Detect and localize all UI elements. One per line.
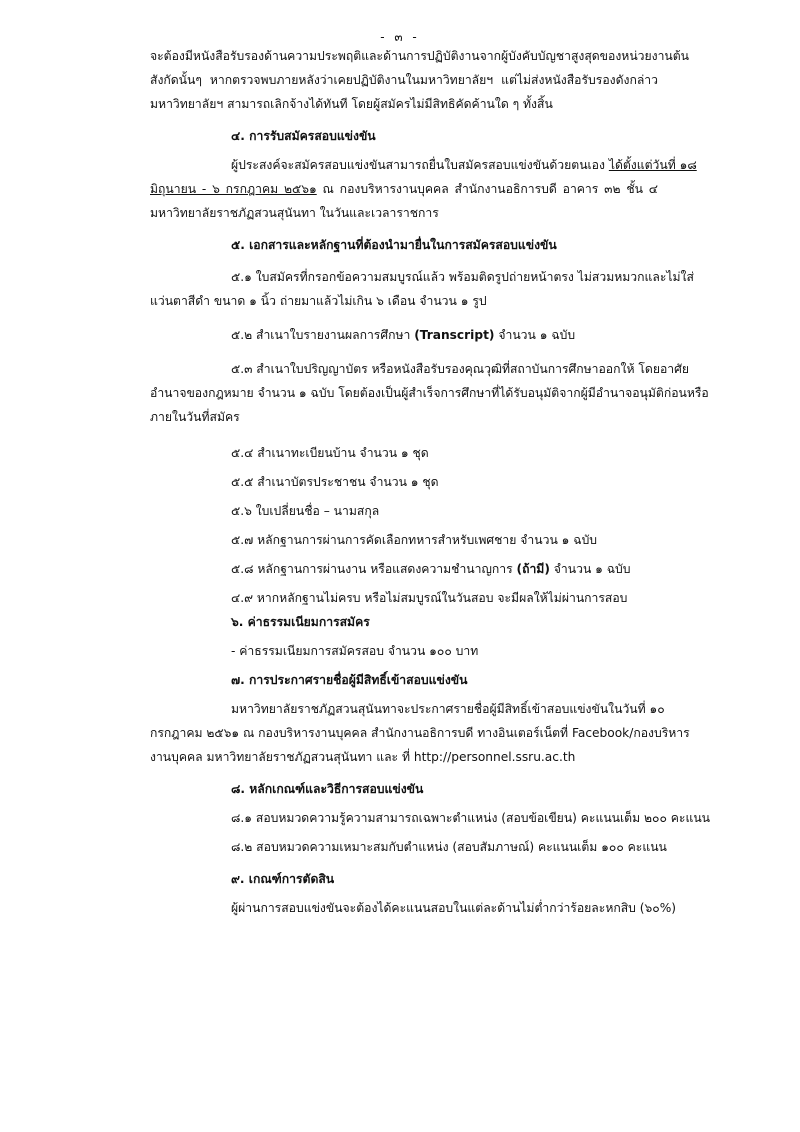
section-8-heading: ๘. หลักเกณฑ์และวิธีการสอบแข่งขัน (231, 782, 424, 796)
section-5-item-4: ๕.๔ สำเนาทะเบียนบ้าน จำนวน ๑ ชุด (231, 446, 429, 460)
section-5-item-1-line-1: ๕.๑ ใบสมัครที่กรอกข้อความสมบูรณ์แล้ว พร้อมติดรูปถ่ายหน้าตรง ไม่สวมหมวกและไม่ใส่ (231, 270, 694, 284)
section-5-item-8-count: จำนวน ๑ ฉบับ (549, 562, 631, 576)
section-7-line-3: งานบุคคล มหาวิทยาลัยราชภัฏสวนสุนันทา และ ที่ http://personnel.ssru.ac.th (150, 750, 576, 764)
section-8-item-1: ๘.๑ สอบหมวดความรู้ความสามารถเฉพาะตำแหน่ง (สอบข้อเขียน) คะแนนเต็ม ๒๐๐ คะแนน (231, 811, 710, 825)
intro-line-3: มหาวิทยาลัยฯ สามารถเลิกจ้างได้ทันที โดยผู้สมัครไม่มีสิทธิคัดค้านใด ๆ ทั้งสิ้น (150, 97, 553, 111)
section-9-heading: ๙. เกณฑ์การตัดสิน (231, 872, 335, 886)
section-5-item-2-text: ๕.๒ สำเนาใบรายงานผลการศึกษา (231, 328, 415, 342)
section-5-item-2 (150, 323, 658, 347)
section-4-heading: ๔. การรับสมัครสอบแข่งขัน (231, 129, 376, 143)
section-4-location: ณ กองบริหารงานบุคคล สำนักงานอธิการบดี อาคาร ๓๒ ชั้น ๔ (316, 182, 658, 196)
document-body (150, 44, 710, 920)
section-4-text-a: ผู้ประสงค์จะสมัครสอบแข่งขันสามารถยื่นใบสมัครสอบแข่งขันด้วยตนเอง (231, 158, 609, 172)
section-5-item-5: ๕.๕ สำเนาบัตรประชาชน จำนวน ๑ ชุด (231, 475, 439, 489)
page-number: - ๓ - (380, 30, 420, 44)
section-5-item-8 (150, 557, 658, 581)
section-8-item-2: ๘.๒ สอบหมวดความเหมาะสมกับตำแหน่ง (สอบสัมภาษณ์) คะแนนเต็ม ๑๐๐ คะแนน (231, 840, 667, 854)
section-4-date-start: ได้ตั้งแต่วันที่ ๑๘ (608, 158, 697, 172)
section-4-line-3: มหาวิทยาลัยราชภัฏสวนสุนันทา ในวันและเวลาราชการ (150, 206, 439, 220)
section-5-item-3-line-2: อำนาจของกฎหมาย จำนวน ๑ ฉบับ โดยต้องเป็นผู้สำเร็จการศึกษาที่ได้รับอนุมัติจากผู้มีอำนาจอนุมัติก่อนหรือ (150, 386, 709, 400)
intro-line-1: จะต้องมีหนังสือรับรองด้านความประพฤติและด้านการปฏิบัติงานจากผู้บังคับบัญชาสูงสุดของหน่วยงานต้น (150, 49, 690, 63)
section-5-item-3-line-1: ๕.๓ สำเนาใบปริญญาบัตร หรือหนังสือรับรองคุณวุฒิที่สถาบันการศึกษาออกให้ โดยอาศัย (231, 362, 690, 376)
section-9-criteria: ผู้ผ่านการสอบแข่งขันจะต้องได้คะแนนสอบในแต่ละด้านไม่ต่ำกว่าร้อยละหกสิบ (๖๐%) (231, 901, 677, 915)
section-4-line-2 (150, 177, 658, 201)
section-6-heading: ๖. ค่าธรรมเนียมการสมัคร (231, 615, 370, 629)
section-5-item-7: ๕.๗ หลักฐานการผ่านการคัดเลือกทหารสำหรับเพศชาย จำนวน ๑ ฉบับ (231, 533, 598, 547)
section-5-item-2-count: จำนวน ๑ ฉบับ (494, 328, 576, 342)
section-4-line-1 (150, 153, 697, 177)
section-7-heading: ๗. การประกาศรายชื่อผู้มีสิทธิ์เข้าสอบแข่งขัน (231, 673, 468, 687)
section-5-item-2-transcript: (Transcript) (414, 328, 495, 342)
section-4-date-range: มิถุนายน - ๖ กรกฎาคม ๒๕๖๑ (150, 182, 317, 196)
section-7-line-1: มหาวิทยาลัยราชภัฏสวนสุนันทาจะประกาศรายชื่อผู้มีสิทธิ์เข้าสอบแข่งขันในวันที่ ๑๐ (231, 702, 665, 716)
section-7-line-2: กรกฎาคม ๒๕๖๑ ณ กองบริหารงานบุคคล สำนักงานอธิการบดี ทางอินเตอร์เน็ตที่ Facebook/กองบริหาร (150, 726, 690, 740)
section-6-fee: - ค่าธรรมเนียมการสมัครสอบ จำนวน ๑๐๐ บาท (231, 644, 479, 658)
section-5-item-8-optional: (ถ้ามี) (516, 562, 550, 576)
section-5-item-9: ๔.๙ หากหลักฐานไม่ครบ หรือไม่สมบูรณ์ในวันสอบ จะมีผลให้ไม่ผ่านการสอบ (231, 591, 628, 605)
section-5-item-3-line-3: ภายในวันที่สมัคร (150, 410, 240, 424)
section-5-item-1-line-2: แว่นตาสีดำ ขนาด ๑ นิ้ว ถ่ายมาแล้วไม่เกิน ๖ เดือน จำนวน ๑ รูป (150, 294, 487, 308)
section-5-heading: ๕. เอกสารและหลักฐานที่ต้องนำมายื่นในการสมัครสอบแข่งขัน (231, 238, 557, 252)
section-5-item-6: ๕.๖ ใบเปลี่ยนชื่อ – นามสกุล (231, 504, 380, 518)
section-5-item-8-text: ๕.๘ หลักฐานการผ่านงาน หรือแสดงความชำนาญการ (231, 562, 517, 576)
intro-line-2: สังกัดนั้นๆ หากตรวจพบภายหลังว่าเคยปฏิบัติงานในมหาวิทยาลัยฯ แต่ไม่ส่งหนังสือรับรองดังกล่าว (150, 73, 658, 87)
